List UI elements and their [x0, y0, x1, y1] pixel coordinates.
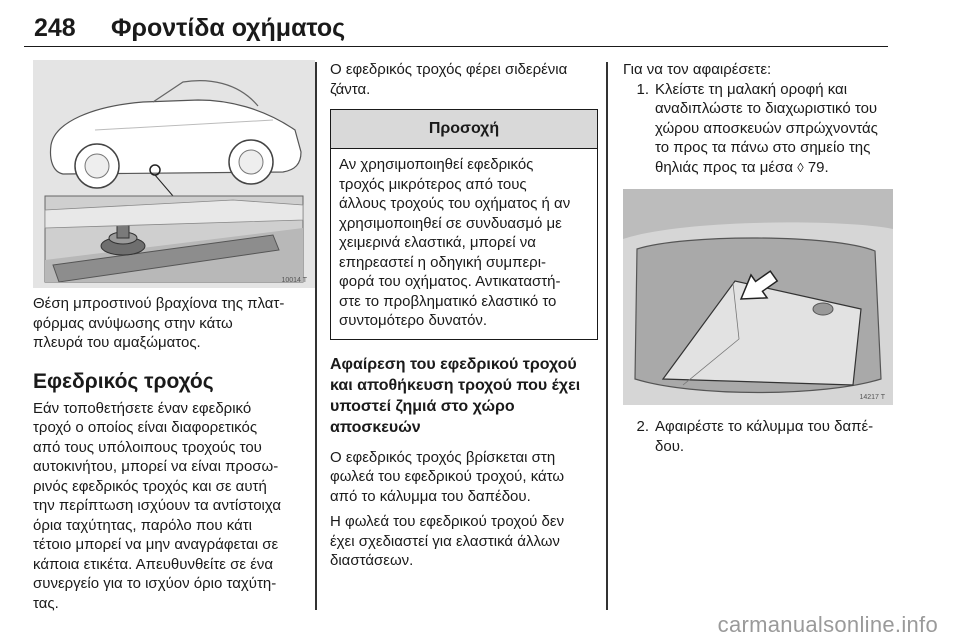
removal-steps-cont	[623, 417, 893, 456]
page-title: Φροντίδα οχήματος	[111, 14, 346, 42]
figure-id: 14217 T	[859, 394, 885, 401]
column-middle	[330, 60, 598, 571]
step-2: 2. Αφαιρέστε το κάλυμμα του δαπέ- δου.	[636, 418, 874, 455]
spare-well-paragraph: Ο εφεδρικός τροχός βρίσκεται στη φωλεά του εφεδρικού τροχού, κάτω από το κάλυμμα του δαπέδου.	[330, 448, 565, 505]
trunk-floor-illustration	[623, 189, 893, 405]
removal-steps	[623, 80, 893, 178]
column-right	[623, 60, 893, 456]
page-reference-icon: ◊	[797, 159, 804, 175]
spare-well-size-paragraph: Η φωλεά του εφεδρικού τροχού δεν έχει σχεδιαστεί για ελαστικά άλλων διαστάσεων.	[330, 513, 565, 569]
removal-intro: Για να τον αφαιρέσετε:	[623, 61, 772, 78]
spare-wheel-paragraph: Εάν τοποθετήσετε έναν εφεδρικό τροχό ο οποίος είναι διαφορετικός από τους υπόλοιπους τροχούς του αυτοκινήτου, μπορεί να είναι προσω- ρινός εφεδρικός τροχός και σε αυτή την περίπτωση ισχύουν τα αντίστοιχα όρια ταχύτητας, παρόλο που κάτι τέτοιο μπορεί να μην αναγράφεται σε κάποια ετικέτα. Απευθυνθείτε σε ένα συνεργείο για το ισχύον όριο ταχύτη- τας.	[33, 399, 282, 612]
caution-title: Προσοχή	[331, 110, 597, 149]
column-divider	[606, 62, 608, 610]
steel-rim-note: Ο εφεδρικός τροχός φέρει σιδερένια ζάντα.	[330, 61, 568, 98]
caution-body: Αν χρησιμοποιηθεί εφεδρικός τροχός μικρότερος από τους άλλους τροχούς του οχήματος ή αν χρησιμοποιηθεί σε συνδυασμό με χειμερινά ελαστικά, μπορεί να επηρεαστεί η οδηγική συμπερι- φορά του οχήματος. Αντικαταστή- στε το προβληματικό ελαστικό το συντομότερο δυνατόν.	[339, 156, 571, 329]
section-heading-spare-wheel: Εφεδρικός τροχός	[33, 369, 214, 393]
column-divider	[315, 62, 317, 610]
page-reference[interactable]: 79.	[807, 158, 829, 176]
step-1: 1. Κλείστε τη μαλακή οροφή και αναδιπλώστε το διαχωριστικό του χώρου αποσκευών σπρώχνοντάς το προς τα πάνω στο σημείο της θηλιάς προς τα μέσα ◊ 79.	[636, 80, 878, 176]
page-header	[24, 12, 888, 47]
column-left	[33, 60, 315, 613]
car-lifting-illustration	[33, 60, 315, 288]
caution-box	[330, 109, 598, 340]
watermark: carmanualsonline.info	[717, 612, 938, 637]
lifting-point-figure	[33, 60, 315, 288]
page-number: 248	[34, 14, 76, 42]
section-heading-remove-spare: Αφαίρεση του εφεδρικού τροχού και αποθήκευση τροχού που έχει υποστεί ζημιά στο χώρο αποσκευών	[330, 355, 581, 436]
figure-caption: Θέση μπροστινού βραχίονα της πλατ- φόρμας ανύψωσης στην κάτω πλευρά του αμαξώματος.	[33, 295, 285, 351]
figure-id: 10014 T	[281, 277, 307, 284]
trunk-figure	[623, 189, 893, 405]
